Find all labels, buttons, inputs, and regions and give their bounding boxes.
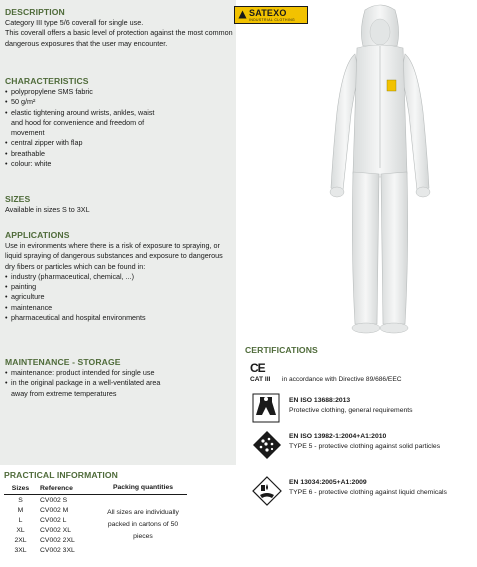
- description-line2: This coverall offers a basic level of protection against the most common dangerous exposures that the user may encounter.: [5, 28, 233, 48]
- list-item: • maintenance: product intended for single use: [5, 368, 233, 378]
- cert-desc-2: TYPE 5 - protective clothing against solid particles: [289, 443, 441, 450]
- coverall-product-image: [325, 2, 435, 338]
- ce-mark: CE: [250, 361, 265, 375]
- sizes-text: Available in sizes S to 3XL: [5, 205, 90, 214]
- sizes-section: [5, 194, 233, 215]
- cert-title-3: EN 13034:2005+A1:2009: [289, 479, 367, 486]
- applications-heading: APPLICATIONS: [5, 230, 70, 240]
- reference-cell: CV002 3XL: [40, 546, 75, 554]
- reference-cell: CV002 M: [40, 506, 69, 514]
- size-cell: 2XL: [14, 536, 27, 544]
- packing-cell: All sizes are individually packed in cartons of 50 pieces: [107, 509, 179, 540]
- reference-cell: CV002 XL: [40, 526, 71, 534]
- applications-list: [5, 272, 233, 323]
- column-header: Reference: [37, 482, 99, 495]
- list-item: • agriculture: [5, 292, 233, 302]
- description-heading: DESCRIPTION: [5, 7, 65, 17]
- list-item: • central zipper with flap: [5, 138, 233, 148]
- category-label: CAT III: [250, 376, 271, 383]
- list-item: • breathable: [5, 149, 233, 159]
- certifications-heading: CERTIFICATIONS: [245, 345, 318, 355]
- list-item: • colour: white: [5, 159, 233, 169]
- logo-name: SATEXO: [249, 8, 287, 18]
- practical-heading: PRACTICAL INFORMATION: [4, 470, 118, 480]
- cert-title-2: EN ISO 13982-1:2004+A1:2010: [289, 433, 387, 440]
- column-header: Sizes: [4, 482, 37, 495]
- characteristics-section: [5, 76, 233, 169]
- list-item: • 50 g/m²: [5, 97, 233, 107]
- description-line1: Category III type 5/6 coverall for single use.: [5, 18, 144, 27]
- practical-table: [4, 482, 187, 555]
- list-item: • maintenance: [5, 303, 233, 313]
- size-cell: XL: [16, 526, 25, 534]
- directive-text: in accordance with Directive 89/686/EEC: [282, 376, 402, 383]
- list-item: • painting: [5, 282, 233, 292]
- column-header: Packing quantities: [99, 482, 187, 495]
- cert-title-1: EN ISO 13688:2013: [289, 397, 351, 404]
- maintenance-section: [5, 357, 233, 399]
- logo-tagline: INDUSTRIAL CLOTHING: [249, 18, 296, 22]
- list-item-continuation: and hood for convenience and freedom of: [11, 117, 145, 127]
- list-item: • elastic tightening around wrists, ankles, waist: [5, 108, 233, 118]
- size-cell: 3XL: [14, 546, 27, 554]
- list-item: • in the original package in a well-ventilated area: [5, 378, 233, 388]
- brand-logo: [234, 6, 308, 24]
- reference-cell: CV002 L: [40, 516, 67, 524]
- characteristics-list: [5, 87, 233, 169]
- reference-cell: CV002 2XL: [40, 536, 75, 544]
- cert-desc-3: TYPE 6 - protective clothing against liquid chemicals: [289, 489, 447, 496]
- size-cell: M: [17, 506, 24, 514]
- size-cell: L: [18, 516, 23, 524]
- sizes-heading: SIZES: [5, 194, 31, 204]
- satexo-logo-icon: [238, 10, 247, 19]
- characteristics-heading: CHARACTERISTICS: [5, 76, 89, 86]
- applications-text: Use in evironments where there is a risk of exposure to spraying, or liquid spraying of dangerous substances and exposure to dangerous dry fibers or particles which can be found in:: [5, 241, 223, 271]
- description-section: [5, 7, 233, 49]
- maintenance-list: [5, 368, 233, 399]
- maintenance-heading: MAINTENANCE - STORAGE: [5, 357, 121, 367]
- table-header-row: [4, 482, 187, 495]
- reference-cell: CV002 S: [40, 496, 68, 504]
- protective-clothing-icon: [252, 393, 280, 423]
- applications-section: [5, 230, 233, 323]
- list-item-continuation: away from extreme temperatures: [11, 388, 117, 398]
- list-item: • industry (pharmaceutical, chemical, ...): [5, 272, 233, 282]
- cert-desc-1: Protective clothing, general requirements: [289, 407, 413, 414]
- liquid-chemicals-icon: [252, 476, 282, 506]
- list-item-continuation: movement: [11, 128, 45, 138]
- solid-particles-icon: [252, 430, 282, 460]
- size-cell: S: [18, 496, 23, 504]
- list-item: • polypropylene SMS fabric: [5, 87, 233, 97]
- table-row: [4, 495, 187, 506]
- list-item: • pharmaceutical and hospital environments: [5, 313, 233, 323]
